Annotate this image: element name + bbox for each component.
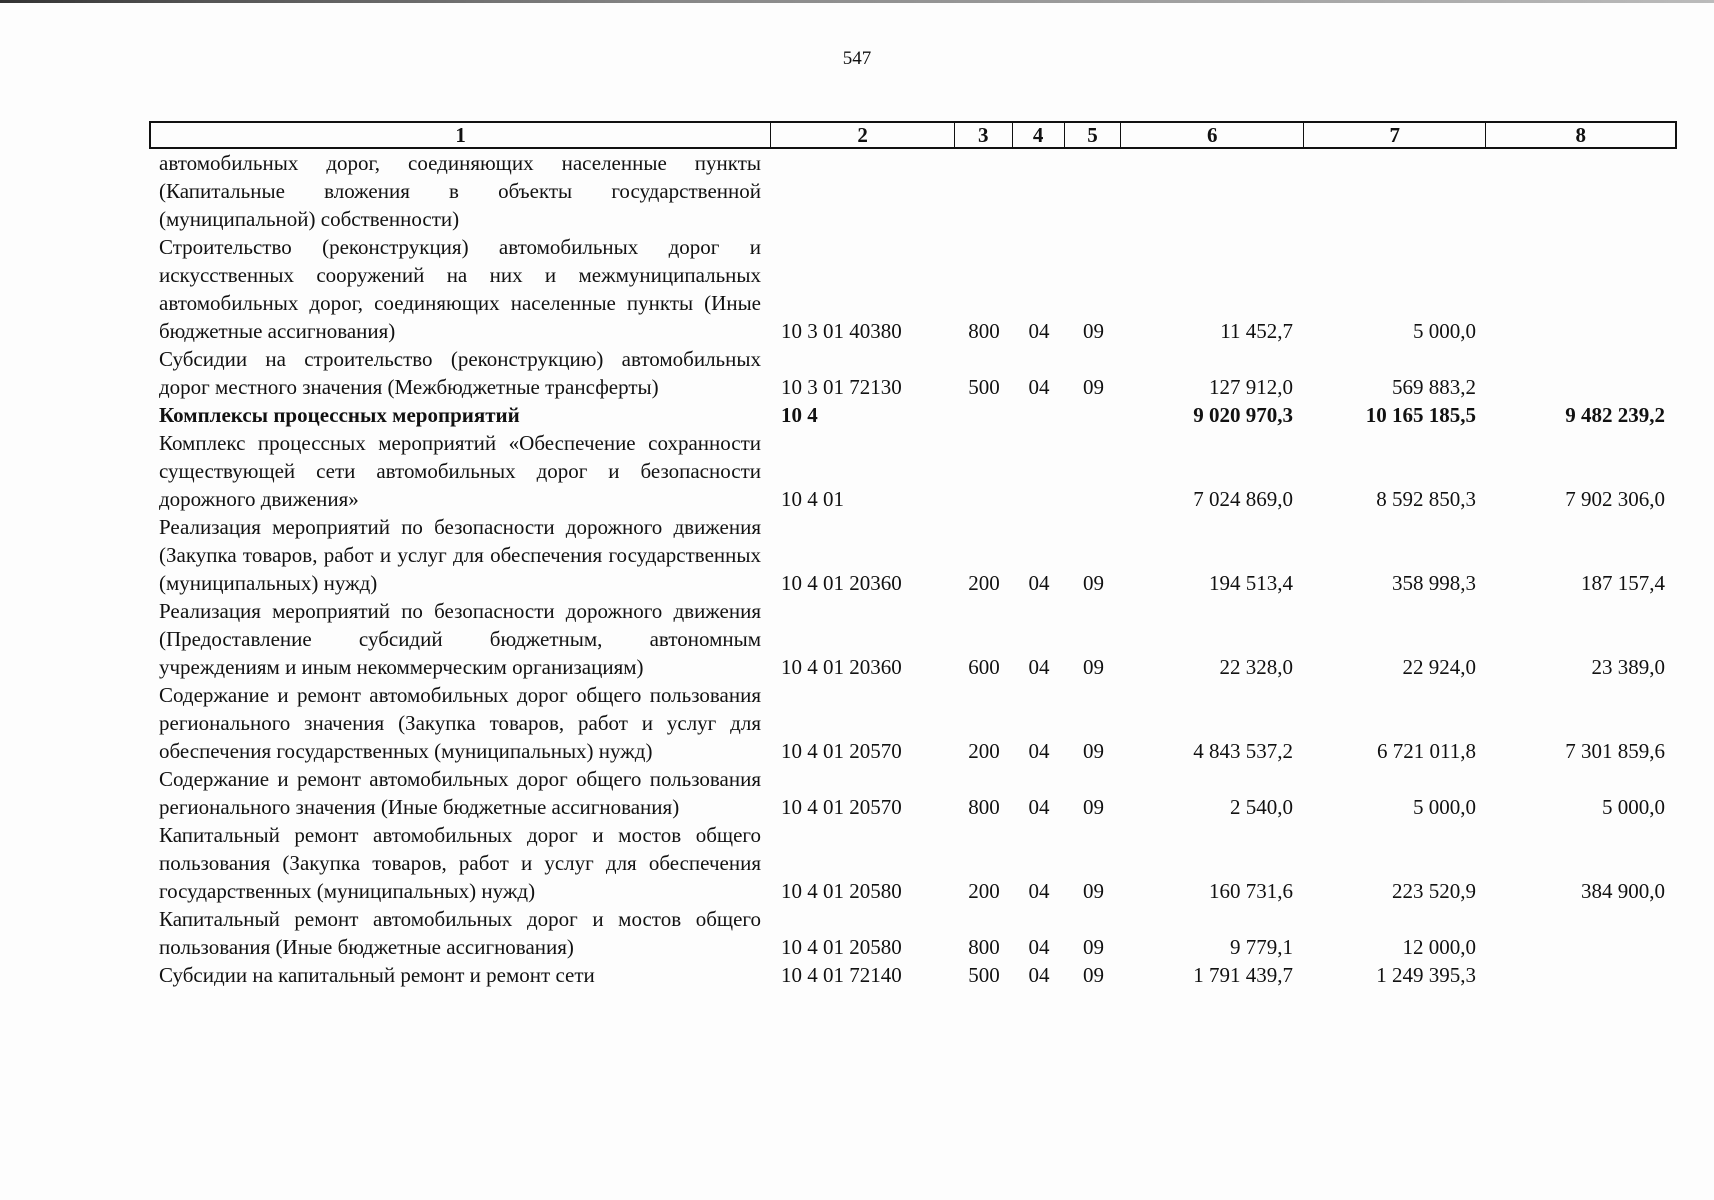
row-amount-col-7: 1 249 395,3 bbox=[1376, 963, 1476, 987]
budget-table bbox=[149, 121, 1677, 989]
row-amount-col-7: 8 592 850,3 bbox=[1376, 487, 1476, 511]
row-amount-col-7: 10 165 185,5 bbox=[1365, 403, 1476, 427]
table-header-row bbox=[149, 121, 1677, 149]
row-amount-col-6: 9 779,1 bbox=[1230, 935, 1293, 959]
row-subsection: 09 bbox=[1083, 375, 1104, 399]
row-expense-type: 800 bbox=[968, 319, 1000, 343]
row-target-code: 10 4 01 20570 bbox=[781, 739, 902, 763]
table-row bbox=[149, 905, 1677, 961]
row-amount-col-7: 5 000,0 bbox=[1413, 795, 1476, 819]
row-subsection: 09 bbox=[1083, 571, 1104, 595]
table-row bbox=[149, 821, 1677, 905]
row-subsection: 09 bbox=[1083, 319, 1104, 343]
scan-top-edge bbox=[0, 0, 1714, 3]
row-description: Строительство (реконструкция) автомобильных дорог и искусственных сооружений на них и межмуниципальных автомобильных дорог, соединяющих населенные пункты (Иные бюджетные ассигнования) bbox=[159, 235, 761, 343]
table-row bbox=[149, 149, 1677, 233]
row-amount-col-8: 187 157,4 bbox=[1581, 571, 1665, 595]
row-expense-type: 500 bbox=[968, 375, 1000, 399]
header-col-8: 8 bbox=[1575, 122, 1586, 147]
row-description: Комплексы процессных мероприятий bbox=[159, 403, 520, 427]
row-subsection: 09 bbox=[1083, 739, 1104, 763]
table-row bbox=[149, 513, 1677, 597]
table-row bbox=[149, 597, 1677, 681]
row-section: 04 bbox=[1028, 375, 1050, 399]
row-expense-type: 800 bbox=[968, 935, 1000, 959]
table-body bbox=[149, 149, 1677, 989]
row-target-code: 10 4 01 20360 bbox=[781, 571, 902, 595]
row-amount-col-8: 7 301 859,6 bbox=[1565, 739, 1665, 763]
row-target-code: 10 4 01 bbox=[781, 487, 844, 511]
row-target-code: 10 4 01 20570 bbox=[781, 795, 902, 819]
table-row bbox=[149, 345, 1677, 401]
row-subsection: 09 bbox=[1083, 935, 1104, 959]
row-amount-col-7: 223 520,9 bbox=[1392, 879, 1476, 903]
row-amount-col-6: 9 020 970,3 bbox=[1193, 403, 1293, 427]
row-section: 04 bbox=[1028, 879, 1050, 903]
table-row bbox=[149, 681, 1677, 765]
row-amount-col-8: 7 902 306,0 bbox=[1565, 487, 1665, 511]
row-section: 04 bbox=[1028, 319, 1050, 343]
table-row bbox=[149, 765, 1677, 821]
header-col-5: 5 bbox=[1065, 123, 1122, 147]
row-amount-col-7: 358 998,3 bbox=[1392, 571, 1476, 595]
header-col-7: 7 bbox=[1304, 123, 1487, 147]
row-amount-col-6: 1 791 439,7 bbox=[1193, 963, 1293, 987]
row-target-code: 10 4 01 20580 bbox=[781, 935, 902, 959]
row-expense-type: 200 bbox=[968, 879, 1000, 903]
row-section: 04 bbox=[1028, 795, 1050, 819]
row-expense-type: 500 bbox=[968, 963, 1000, 987]
row-description: Содержание и ремонт автомобильных дорог общего пользования регионального значения (Иные бюджетные ассигнования) bbox=[159, 767, 761, 819]
row-amount-col-7: 6 721 011,8 bbox=[1377, 739, 1476, 763]
row-target-code: 10 4 01 20360 bbox=[781, 655, 902, 679]
row-subsection: 09 bbox=[1083, 879, 1104, 903]
row-description: Субсидии на строительство (реконструкцию) автомобильных дорог местного значения (Межбюджетные трансферты) bbox=[159, 347, 761, 399]
table-row bbox=[149, 961, 1677, 989]
row-target-code: 10 4 bbox=[781, 403, 818, 427]
row-target-code: 10 3 01 72130 bbox=[781, 375, 902, 399]
table-row bbox=[149, 233, 1677, 345]
row-amount-col-8: 384 900,0 bbox=[1581, 879, 1665, 903]
row-description: Комплекс процессных мероприятий «Обеспечение сохранности существующей сети автомобильных дорог и безопасности дорожного движения» bbox=[159, 431, 761, 511]
table-row bbox=[149, 429, 1677, 513]
row-description: Капитальный ремонт автомобильных дорог и мостов общего пользования (Иные бюджетные ассигнования) bbox=[159, 907, 761, 959]
row-section: 04 bbox=[1028, 571, 1050, 595]
row-amount-col-6: 127 912,0 bbox=[1209, 375, 1293, 399]
row-amount-col-8: 5 000,0 bbox=[1602, 795, 1665, 819]
row-expense-type: 200 bbox=[968, 739, 1000, 763]
row-description: автомобильных дорог, соединяющих населенные пункты (Капитальные вложения в объекты государственной (муниципальной) собственности) bbox=[159, 151, 761, 231]
row-description: Капитальный ремонт автомобильных дорог и мостов общего пользования (Закупка товаров, работ и услуг для обеспечения государственных (муниципальных) нужд) bbox=[159, 823, 761, 903]
row-target-code: 10 4 01 72140 bbox=[781, 963, 902, 987]
row-amount-col-7: 22 924,0 bbox=[1402, 655, 1476, 679]
row-amount-col-8: 23 389,0 bbox=[1591, 655, 1665, 679]
row-description: Реализация мероприятий по безопасности дорожного движения (Закупка товаров, работ и услуг для обеспечения государственных (муниципальных) нужд) bbox=[159, 515, 761, 595]
row-description: Содержание и ремонт автомобильных дорог общего пользования регионального значения (Закупка товаров, работ и услуг для обеспечения государственных (муниципальных) нужд) bbox=[159, 683, 761, 763]
row-description: Субсидии на капитальный ремонт и ремонт сети bbox=[159, 963, 595, 987]
row-expense-type: 200 bbox=[968, 571, 1000, 595]
row-subsection: 09 bbox=[1083, 963, 1104, 987]
row-section: 04 bbox=[1028, 655, 1050, 679]
row-amount-col-7: 5 000,0 bbox=[1413, 319, 1476, 343]
header-col-1: 1 bbox=[151, 123, 771, 147]
row-amount-col-7: 12 000,0 bbox=[1402, 935, 1476, 959]
row-amount-col-6: 160 731,6 bbox=[1209, 879, 1293, 903]
row-description: Реализация мероприятий по безопасности дорожного движения (Предоставление субсидий бюджетным, автономным учреждениям и иным некоммерческим организациям) bbox=[159, 599, 761, 679]
row-amount-col-7: 569 883,2 bbox=[1392, 375, 1476, 399]
row-amount-col-6: 2 540,0 bbox=[1230, 795, 1293, 819]
header-col-4: 4 bbox=[1013, 123, 1065, 147]
row-section: 04 bbox=[1028, 935, 1050, 959]
row-amount-col-6: 11 452,7 bbox=[1220, 319, 1293, 343]
row-amount-col-6: 4 843 537,2 bbox=[1193, 739, 1293, 763]
header-col-3: 3 bbox=[955, 123, 1013, 147]
row-subsection: 09 bbox=[1083, 655, 1104, 679]
table-row bbox=[149, 401, 1677, 429]
header-col-6: 6 bbox=[1121, 123, 1304, 147]
row-amount-col-6: 194 513,4 bbox=[1209, 571, 1293, 595]
row-expense-type: 600 bbox=[968, 655, 1000, 679]
row-subsection: 09 bbox=[1083, 795, 1104, 819]
page-number: 547 bbox=[842, 48, 872, 69]
row-expense-type: 800 bbox=[968, 795, 1000, 819]
row-target-code: 10 3 01 40380 bbox=[781, 319, 902, 343]
row-section: 04 bbox=[1028, 739, 1050, 763]
row-target-code: 10 4 01 20580 bbox=[781, 879, 902, 903]
row-amount-col-8: 9 482 239,2 bbox=[1565, 403, 1665, 427]
row-section: 04 bbox=[1028, 963, 1050, 987]
row-amount-col-6: 22 328,0 bbox=[1219, 655, 1293, 679]
header-col-2: 2 bbox=[771, 123, 955, 147]
row-amount-col-6: 7 024 869,0 bbox=[1193, 487, 1293, 511]
